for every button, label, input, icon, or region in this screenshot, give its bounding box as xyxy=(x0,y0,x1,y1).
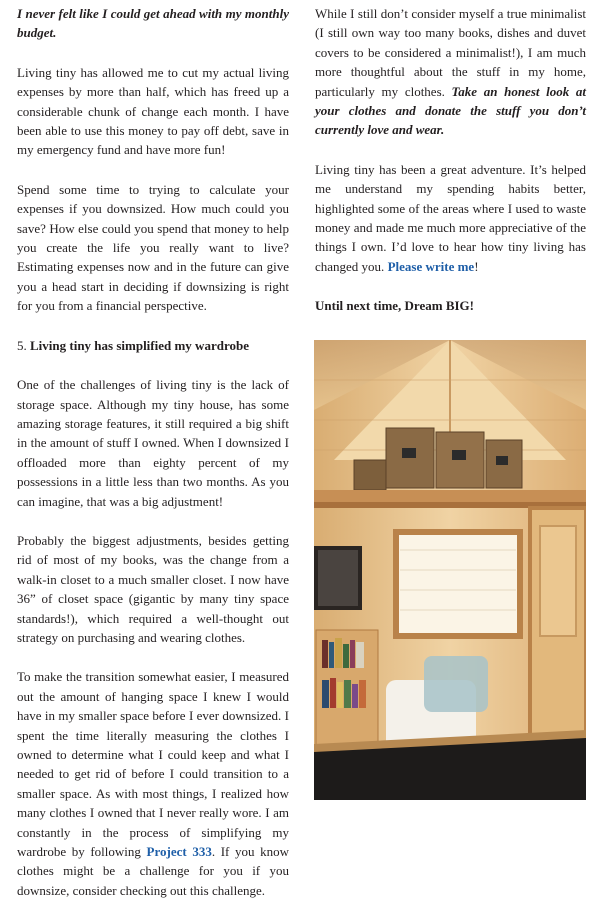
bookshelf xyxy=(316,630,378,750)
donate-tip: Take an honest look at your clothes and donate the stuff you don’t currently love and wear. xyxy=(315,83,586,138)
signoff-paragraph xyxy=(315,296,586,315)
section-heading xyxy=(17,336,289,355)
expenses-paragraph: Spend some time to trying to calculate your expenses if you downsized. How much could you save? How else could you spend that money to help you create the life you really want to live? Estimating expenses now and in the future can give you a head start in deciding if downsizing is right for you from a financial perspective. xyxy=(17,181,289,314)
minimalist-paragraph xyxy=(315,4,586,140)
transition-paragraph xyxy=(17,667,289,900)
transition-text-b: . If you know clothes might be a challenge for you if you downsize, consider checking out this challenge. xyxy=(17,844,289,898)
signoff-text: Until next time, Dream BIG! xyxy=(315,298,474,314)
closet-paragraph: Probably the biggest adjustments, besides getting rid of most of my books, was the change from a walk-in closet to a much smaller closet. I now have 36” of closet space (gigantic by many tiny space standards!), which required a well-thought out strategy on purchasing and wearing clothes. xyxy=(17,532,289,645)
intro-text: I never felt like I could get ahead with my monthly budget. xyxy=(17,6,289,41)
right-column xyxy=(315,4,586,395)
adventure-paragraph xyxy=(315,160,586,276)
storage-paragraph: One of the challenges of living tiny is the lack of storage space. Although my tiny house, has some amazing storage features, it still required a big shift in the amount of stuff I owned. When I downsized I offloaded more than eighty percent of my possessions in a little less than two months. As you can imagine, that was a big adjustment! xyxy=(17,377,289,509)
project-333-link[interactable]: Project 333 xyxy=(146,844,212,860)
transition-text-a: To make the transition somewhat easier, I measured out the amount of hanging space I knew I would have in my smaller space before I ever downsized. I spent the time literally measuring the clothes I owned to determine what I could keep and what I needed to get rid of before I could transition to a smaller space. As with most things, I realized how many clothes I owned that I never really wore. I am constantly in the process of simplifying my wardrobe by following xyxy=(17,669,289,860)
minimalist-text: While I still don’t consider myself a true minimalist (I still own way too many books, dishes and duvet covers to be considered a minimalist!), I am much more thoughtful about the stuff in my home, particularly my clothes. xyxy=(315,6,586,99)
intro-paragraph xyxy=(17,4,289,43)
write-me-link[interactable]: Please write me xyxy=(387,258,475,274)
adventure-text: Living tiny has been a great adventure. It’s helped me understand my spending habits better, highlighted some of the areas where I used to waste money and made me much more appreciative of the things I own. I’d love to hear how tiny living has changed you. xyxy=(315,161,586,274)
savings-paragraph: Living tiny has allowed me to cut my actual living expenses by more than half, which has freed up a considerable chunk of change each month. I have been able to use this money to pay off debt, save in my emergency fund and have more fun! xyxy=(17,64,289,158)
left-column xyxy=(17,4,289,920)
section-number: 5. xyxy=(17,337,30,353)
section-title: Living tiny has simplified my wardrobe xyxy=(30,337,249,353)
interior-illustration xyxy=(314,340,586,800)
adventure-text-end: ! xyxy=(474,258,479,274)
tiny-house-interior-photo xyxy=(314,340,586,800)
